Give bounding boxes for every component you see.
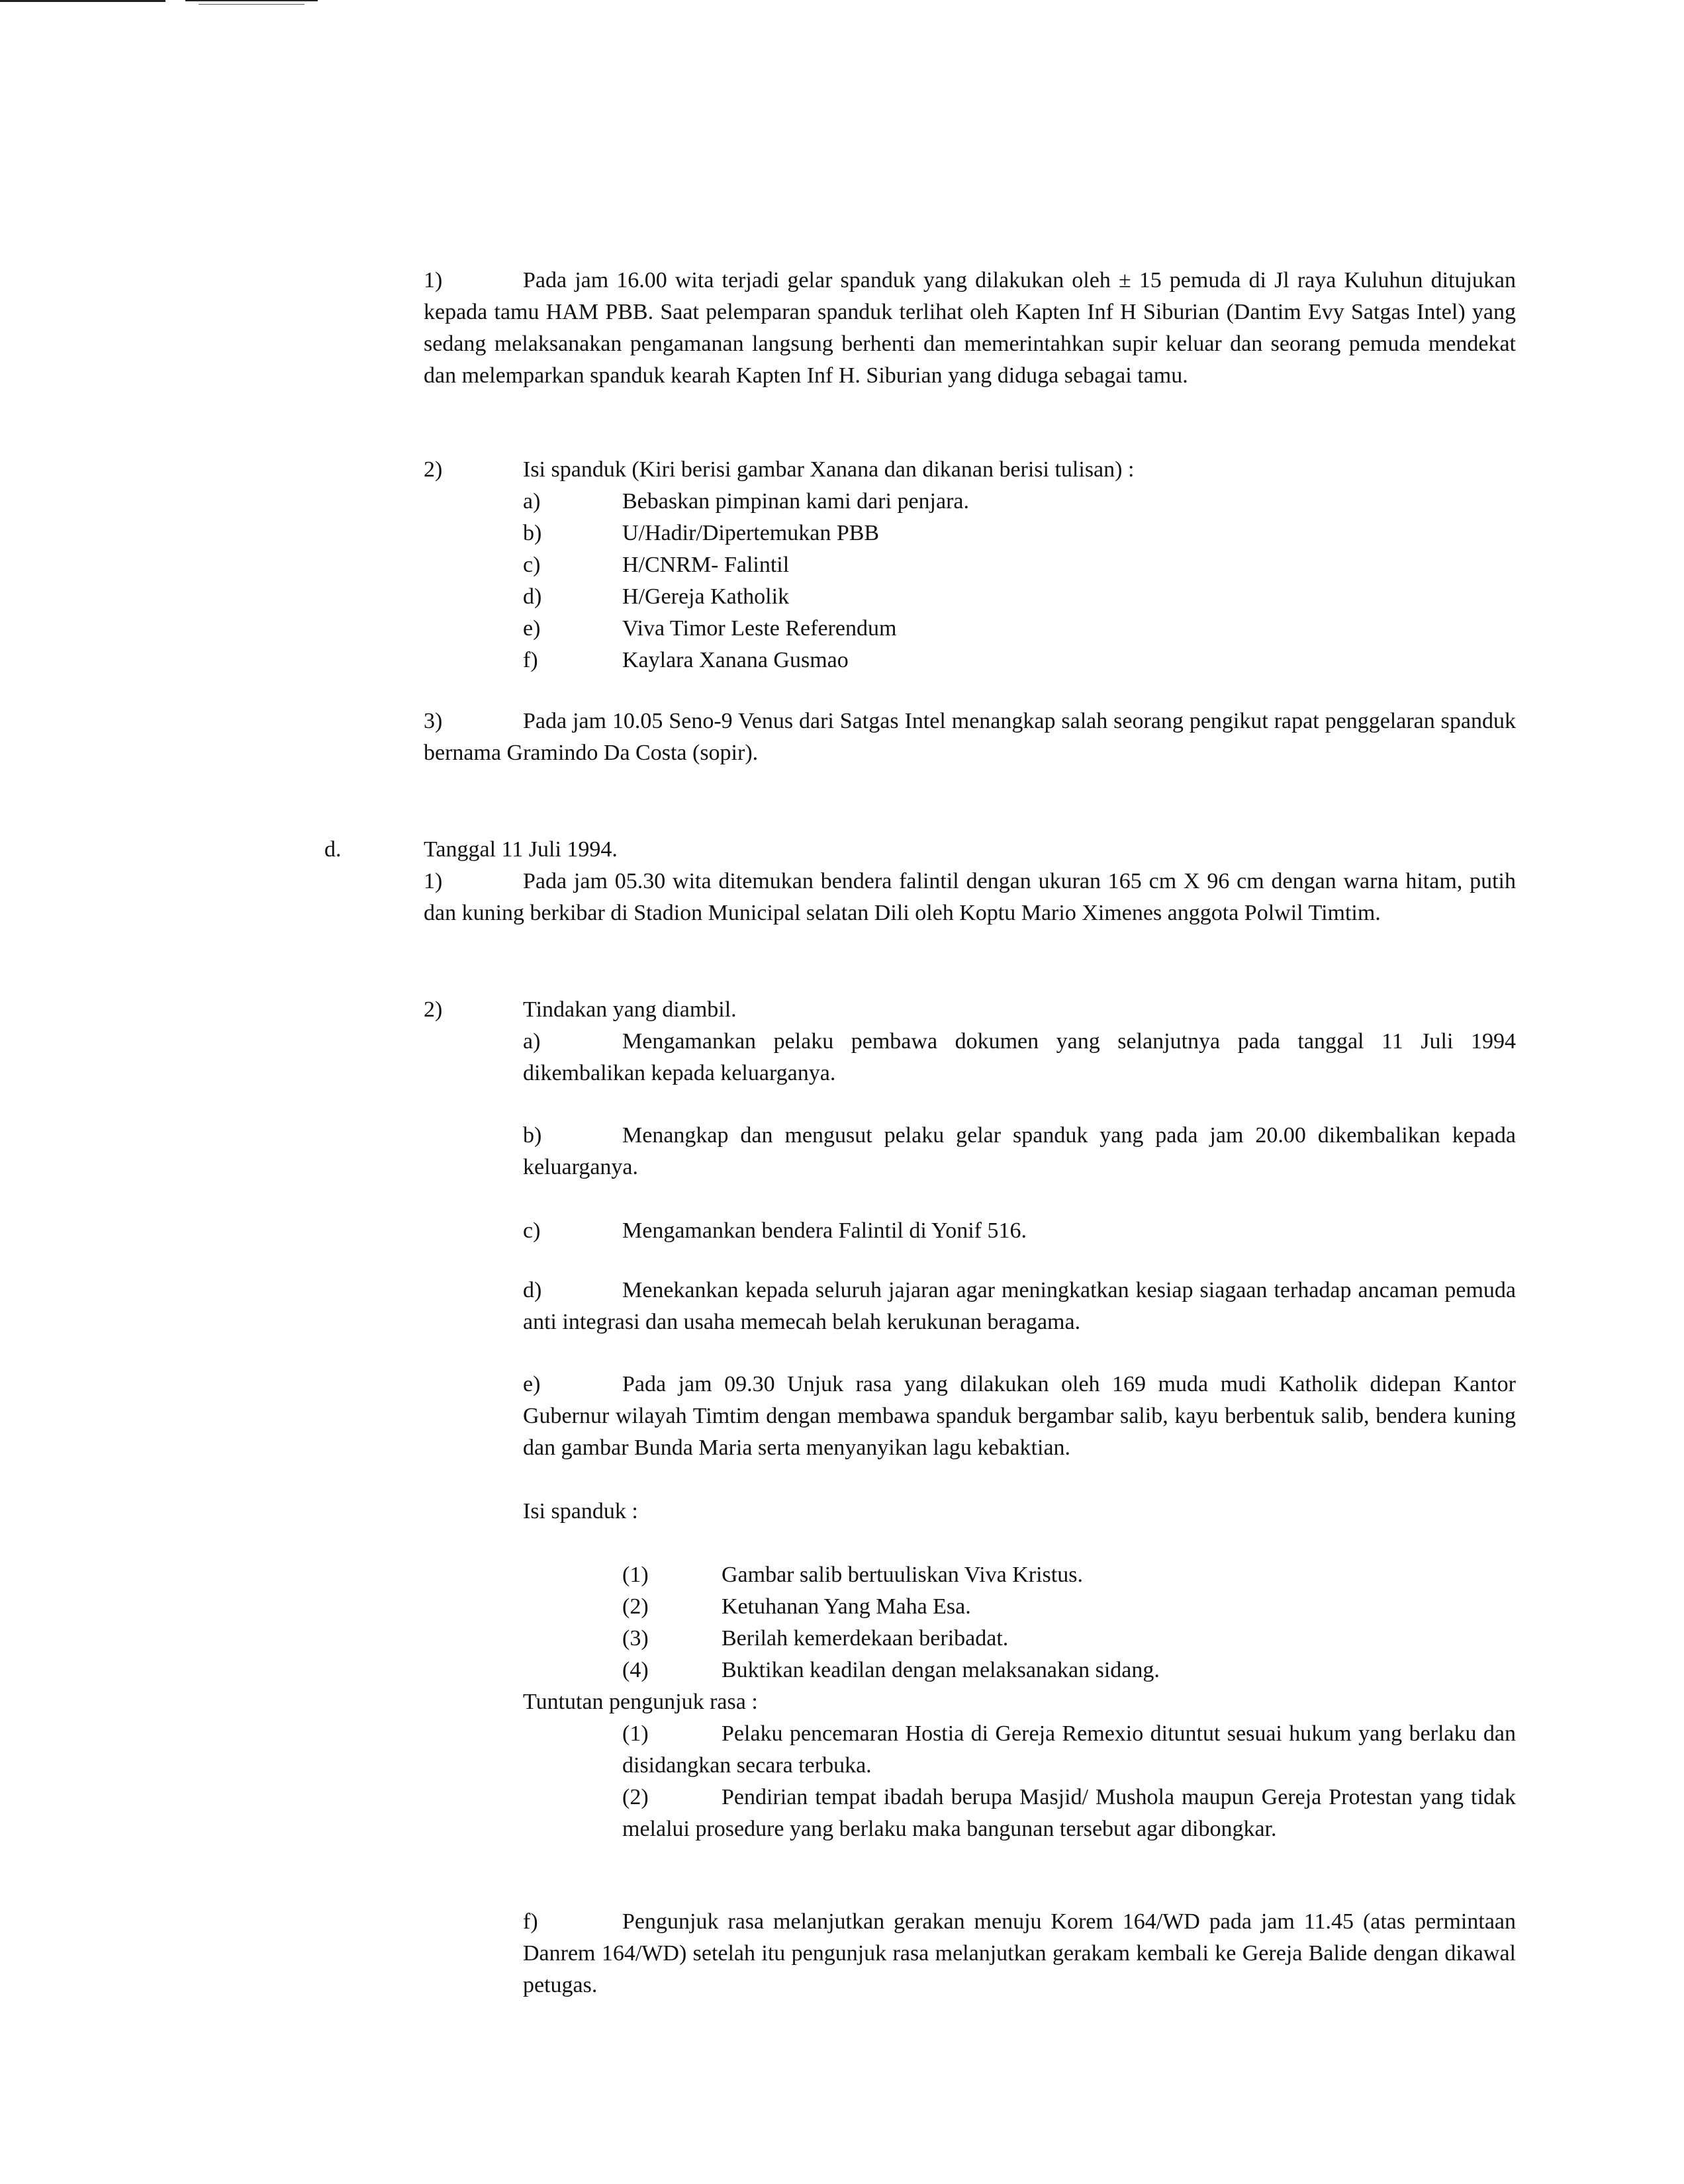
action-e-mark: e) bbox=[523, 1372, 541, 1396]
demand-2-text: Pendirian tempat ibadah berupa Masjid/ Mushola maupun Gereja Protestan yang tidak melalui prosedure yang berlaku maka bangunan tersebut agar dibongkar. bbox=[622, 1785, 1516, 1841]
paragraph-3-text: Pada jam 10.05 Seno-9 Venus dari Satgas Intel menangkap salah seorang pengikut rapat penggelaran spanduk bernama Gramindo Da Costa (sopir). bbox=[424, 709, 1516, 765]
banner-item-text: Bebaskan pimpinan kami dari penjara. bbox=[622, 489, 969, 514]
action-a-mark: a) bbox=[523, 1029, 541, 1054]
action-e bbox=[523, 1369, 1516, 1464]
demands-label: Tuntutan pengunjuk rasa : bbox=[523, 1690, 758, 1714]
paragraph-2-number: 2) bbox=[424, 457, 443, 482]
banner-content-mark: (1) bbox=[622, 1563, 649, 1587]
section-d-paragraph-1-number: 1) bbox=[424, 869, 443, 893]
demand-1-text: Pelaku pencemaran Hostia di Gereja Remexio dituntut sesuai hukum yang berlaku dan disidangkan secara terbuka. bbox=[622, 1721, 1516, 1778]
action-d-mark: d) bbox=[523, 1278, 542, 1302]
banner-item-mark: e) bbox=[523, 616, 541, 641]
paragraph-2-text: Isi spanduk (Kiri berisi gambar Xanana dan dikanan berisi tulisan) : bbox=[523, 457, 1135, 482]
action-b-text: Menangkap dan mengusut pelaku gelar spanduk yang pada jam 20.00 dikembalikan kepada keluarganya. bbox=[523, 1123, 1516, 1179]
section-d-mark: d. bbox=[324, 837, 342, 862]
action-c-text: Mengamankan bendera Falintil di Yonif 516. bbox=[622, 1218, 1027, 1243]
action-d-text: Menekankan kepada seluruh jajaran agar meningkatkan kesiap siagaan terhadap ancaman pemuda anti integrasi dan usaha memecah belah kerukunan beragama. bbox=[523, 1278, 1516, 1334]
section-d-paragraph-2-text: Tindakan yang diambil. bbox=[523, 997, 737, 1022]
section-d-paragraph-1-text: Pada jam 05.30 wita ditemukan bendera falintil dengan ukuran 165 cm X 96 cm dengan warna hitam, putih dan kuning berkibar di Stadion Municipal selatan Dili oleh Koptu Mario Ximenes anggota Polwil Timtim. bbox=[424, 869, 1516, 925]
paragraph-3-number: 3) bbox=[424, 709, 443, 733]
action-e-text: Pada jam 09.30 Unjuk rasa yang dilakukan oleh 169 muda mudi Katholik didepan Kantor Gubernur wilayah Timtim dengan membawa spanduk bergambar salib, kayu berbentuk salib, bendera kuning dan gambar Bunda Maria serta menyanyikan lagu kebaktian. bbox=[523, 1372, 1516, 1460]
section-d-date: Tanggal 11 Juli 1994. bbox=[424, 837, 618, 862]
demand-1-mark: (1) bbox=[622, 1721, 649, 1746]
section-d-paragraph-2-number: 2) bbox=[424, 997, 443, 1022]
action-c-mark: c) bbox=[523, 1218, 541, 1243]
banner-content-text: Ketuhanan Yang Maha Esa. bbox=[722, 1594, 971, 1619]
banner-content-mark: (2) bbox=[622, 1594, 649, 1619]
paragraph-3 bbox=[424, 705, 1516, 769]
action-f bbox=[523, 1906, 1516, 2001]
banner-content-text: Buktikan keadilan dengan melaksanakan sidang. bbox=[722, 1658, 1160, 1682]
banner-item-mark: b) bbox=[523, 521, 542, 545]
demand-2 bbox=[622, 1782, 1516, 1845]
action-a-text: Mengamankan pelaku pembawa dokumen yang selanjutnya pada tanggal 11 Juli 1994 dikembalikan kepada keluarganya. bbox=[523, 1029, 1516, 1085]
demand-2-mark: (2) bbox=[622, 1785, 649, 1809]
banner-item-text: Kaylara Xanana Gusmao bbox=[622, 648, 849, 672]
action-e-banner-label: Isi spanduk : bbox=[523, 1499, 638, 1524]
banner-item-mark: f) bbox=[523, 648, 538, 672]
action-b bbox=[523, 1120, 1516, 1183]
action-d bbox=[523, 1275, 1516, 1338]
section-d-paragraph-1 bbox=[424, 866, 1516, 929]
banner-item-text: H/Gereja Katholik bbox=[622, 584, 790, 609]
paragraph-1-text: Pada jam 16.00 wita terjadi gelar spanduk yang dilakukan oleh ± 15 pemuda di Jl raya Kuluhun ditujukan kepada tamu HAM PBB. Saat pelemparan spanduk terlihat oleh Kapten Inf H Siburian (Dantim Evy Satgas Intel) yang sedang melaksanakan pengamanan langsung berhenti dan memerintahkan supir keluar dan seorang pemuda mendekat dan melemparkan spanduk kearah Kapten Inf H. Siburian yang diduga sebagai tamu. bbox=[424, 268, 1516, 388]
action-a bbox=[523, 1026, 1516, 1089]
banner-content-mark: (3) bbox=[622, 1626, 649, 1651]
banner-content-text: Berilah kemerdekaan beribadat. bbox=[722, 1626, 1009, 1651]
paragraph-1 bbox=[424, 265, 1516, 392]
demand-1 bbox=[622, 1718, 1516, 1782]
banner-item-mark: d) bbox=[523, 584, 542, 609]
banner-item-mark: c) bbox=[523, 553, 541, 577]
banner-item-text: H/CNRM- Falintil bbox=[622, 553, 790, 577]
action-b-mark: b) bbox=[523, 1123, 542, 1148]
banner-content-mark: (4) bbox=[622, 1658, 649, 1682]
banner-item-text: Viva Timor Leste Referendum bbox=[622, 616, 897, 641]
action-f-text: Pengunjuk rasa melanjutkan gerakan menuju Korem 164/WD pada jam 11.45 (atas permintaan Danrem 164/WD) setelah itu pengunjuk rasa melanjutkan gerakam kembali ke Gereja Balide dengan dikawal petugas. bbox=[523, 1909, 1516, 1997]
paragraph-1-number: 1) bbox=[424, 268, 443, 293]
banner-item-text: U/Hadir/Dipertemukan PBB bbox=[622, 521, 880, 545]
action-f-mark: f) bbox=[523, 1909, 538, 1934]
banner-content-text: Gambar salib bertuuliskan Viva Kristus. bbox=[722, 1563, 1083, 1587]
banner-item-mark: a) bbox=[523, 489, 541, 514]
